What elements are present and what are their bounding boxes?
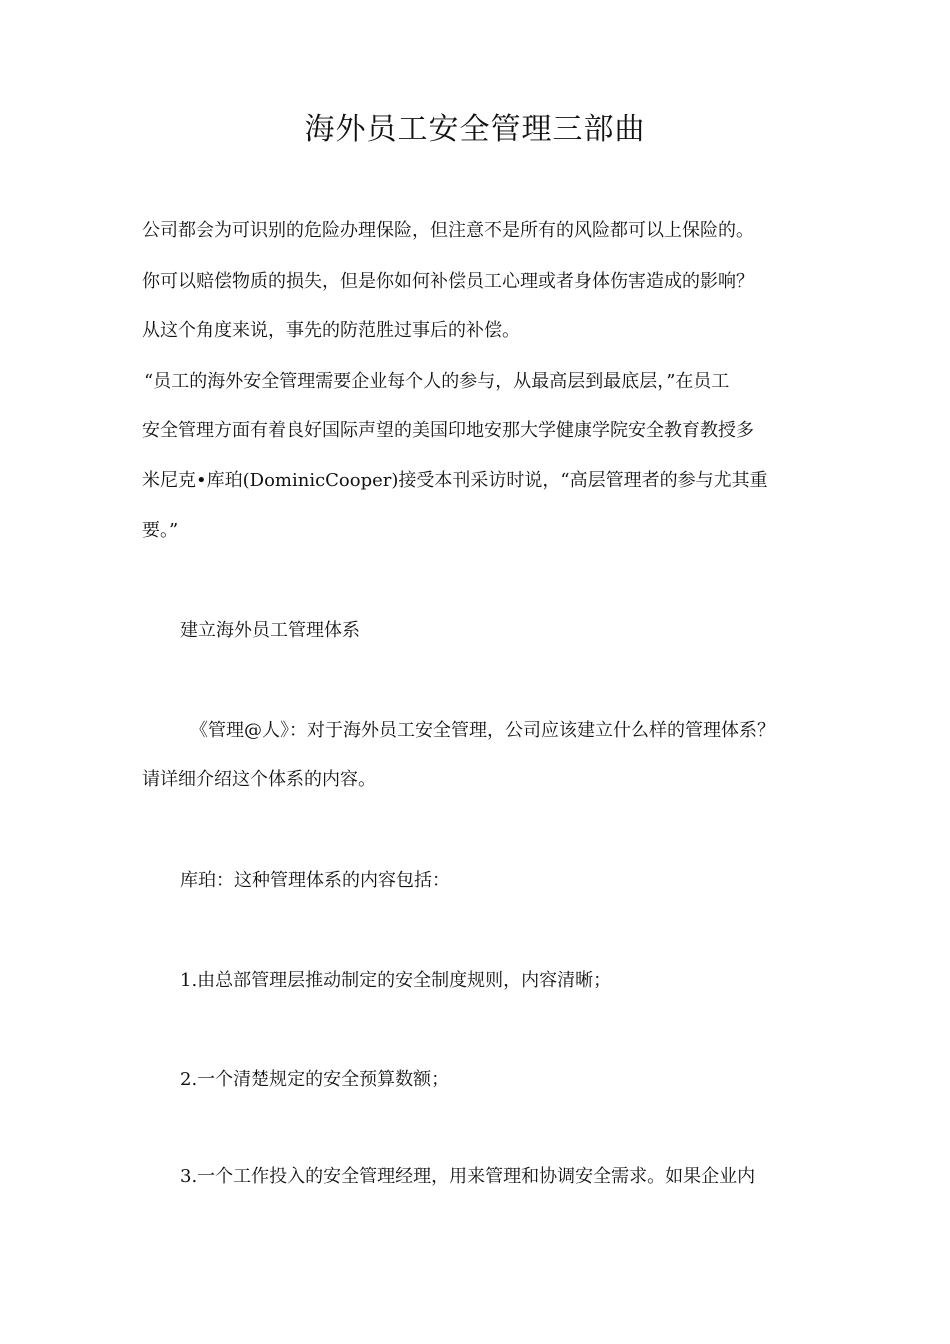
list-item-1: 1.由总部管理层推动制定的安全制度规则，内容清晰； [180, 970, 612, 991]
intro-line-1: 公司都会为可识别的危险办理保险，但注意不是所有的风险都可以上保险的。 [142, 220, 754, 241]
list-item-3: 3.一个工作投入的安全管理经理，用来管理和协调安全需求。如果企业内 [180, 1166, 756, 1187]
quote-line-1: “员工的海外安全管理需要企业每个人的参与，从最高层到最底层，”在员工 [144, 371, 730, 392]
quote-line-3: 米尼克•库珀(DominicCooper)接受本刊采访时说，“高层管理者的参与尤其重 [142, 470, 768, 491]
answer-intro: 库珀：这种管理体系的内容包括： [180, 870, 450, 891]
section-heading: 建立海外员工管理体系 [180, 620, 360, 641]
intro-line-3: 从这个角度来说，事先的防范胜过事后的补偿。 [142, 320, 520, 341]
quote-line-4: 要。” [142, 520, 179, 541]
intro-line-2: 你可以赔偿物质的损失，但是你如何补偿员工心理或者身体伤害造成的影响？ [142, 271, 754, 292]
question-line-1: 《管理@人》：对于海外员工安全管理，公司应该建立什么样的管理体系？ [190, 720, 775, 741]
question-line-2: 请详细介绍这个体系的内容。 [142, 769, 376, 790]
quote-line-2: 安全管理方面有着良好国际声望的美国印地安那大学健康学院安全教育教授多 [142, 420, 754, 441]
document-title: 海外员工安全管理三部曲 [304, 112, 646, 147]
list-item-2: 2.一个清楚规定的安全预算数额； [180, 1069, 450, 1090]
